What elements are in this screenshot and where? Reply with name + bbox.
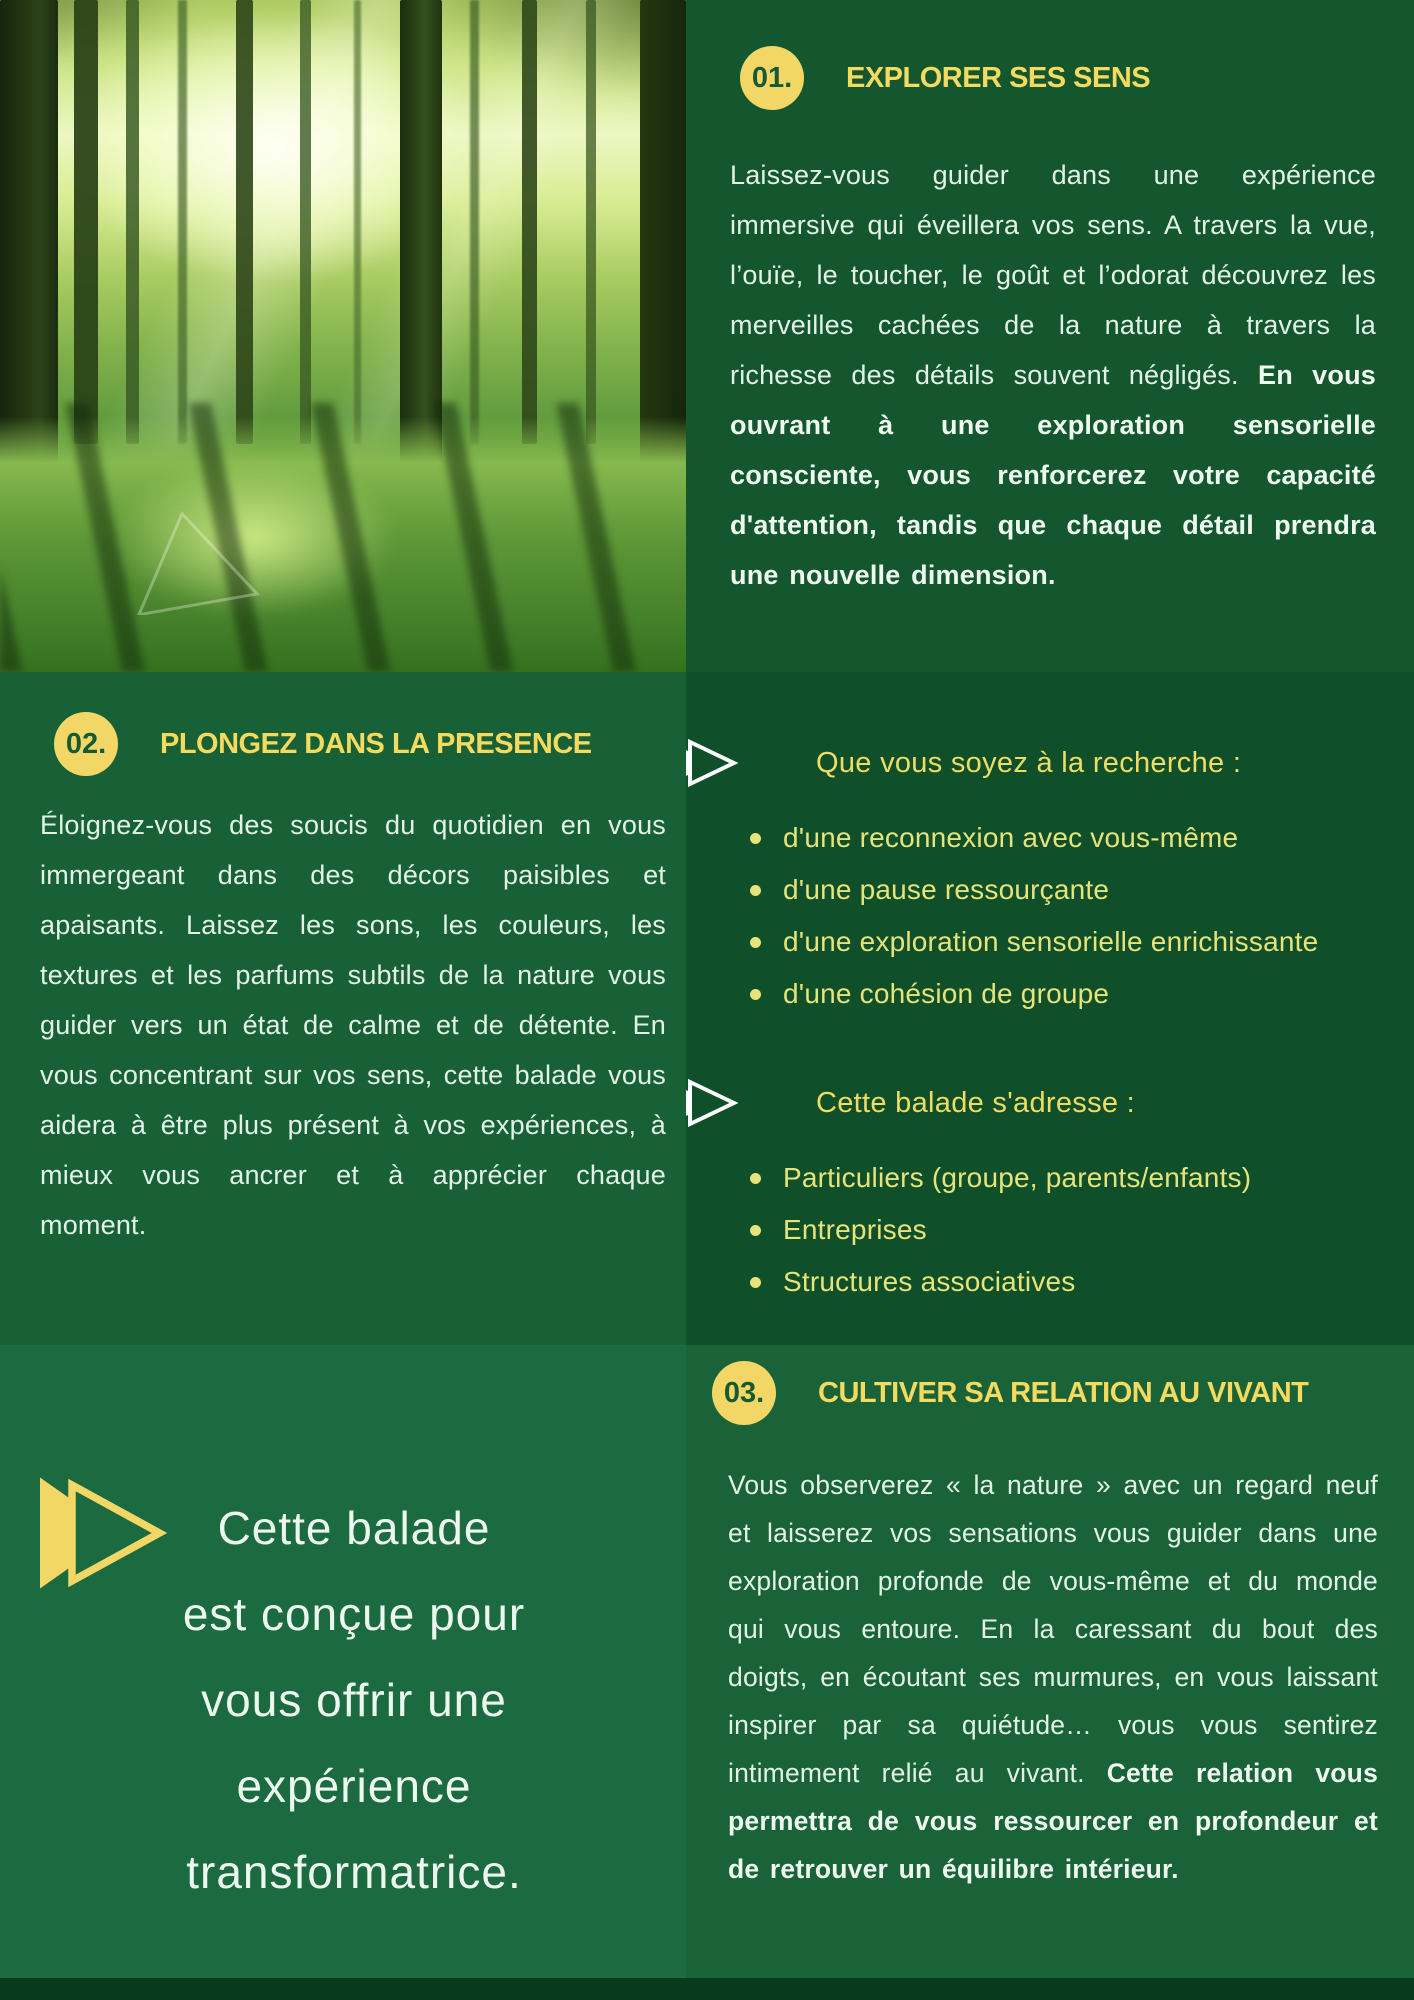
quote-panel [0,1345,686,2000]
bullet-dot-icon [750,1277,761,1288]
bottom-accent-strip [0,1978,1414,2000]
section-01-paragraph [730,150,1376,600]
audience-lists-panel [686,672,1414,1345]
section-02-panel [0,672,686,1345]
section-02-title: PLONGEZ DANS LA PRESENCE [160,727,592,760]
tree-trunk [470,0,479,444]
list-item [750,864,1394,916]
quote-line: est conçue pour [182,1588,526,1640]
bullet-dot-icon [750,989,761,1000]
section-03-paragraph [728,1461,1378,1893]
research-list-header-row [686,736,1394,790]
forward-arrows-icon [686,736,738,790]
bullet-dot-icon [750,1225,761,1236]
section-03-title: CULTIVER SA RELATION AU VIVANT [818,1376,1309,1409]
section-03-body-text: Vous observerez « la nature » avec un regard neuf et laisserez vos sensations vous guider dans une exploration profonde de vous-même et du monde qui vous entoure. En la caressant du bout des doigts, en écoutant ses murmures, en vous laissant inspirer par sa quiétude… vous vous sentirez intimement relié au vivant. [728,1470,1378,1788]
section-01-body-emphasis: En vous ouvrant à une exploration sensorielle consciente, vous renforcerez votre capacité d'attention, tandis que chaque détail prendra une nouvelle dimension. [730,360,1377,590]
list-item [750,1256,1394,1308]
tree-trunk [236,0,253,444]
quote-line: expérience [236,1760,472,1812]
audience-list-header: Cette balade s'adresse : [816,1086,1136,1119]
tree-trunk [522,0,537,444]
section-02-header [54,712,666,776]
section-01-header [740,46,1376,110]
quote-line: transformatrice. [186,1846,522,1898]
research-list [686,812,1394,1020]
section-02-number-badge: 02. [54,712,118,776]
list-item-label: Entreprises [783,1214,927,1245]
tree-trunk [586,0,596,444]
list-item-label: d'une pause ressourçante [783,874,1110,905]
list-item [750,1204,1394,1256]
tree-trunk [354,0,361,444]
list-item [750,916,1394,968]
tree-trunk [126,0,139,444]
forward-arrows-icon [40,1477,168,1589]
section-01-body-text: Laissez-vous guider dans une expérience immersive qui éveillera vos sens. A travers la vue, l’ouïe, le toucher, le goût et l’odorat découvrez les merveilles cachées de la nature à travers la richesse des détails souvent négligés. [730,160,1376,390]
section-01-number-badge: 01. [740,46,804,110]
bullet-dot-icon [750,885,761,896]
tree-trunk [178,0,187,444]
research-list-group [686,736,1394,1020]
section-01-panel [686,0,1414,672]
bullet-dot-icon [750,1173,761,1184]
tree-trunk [300,0,311,444]
list-item [750,1152,1394,1204]
list-item-label: d'une reconnexion avec vous-même [783,822,1239,853]
section-02-paragraph: Éloignez-vous des soucis du quotidien en vous immergeant dans des décors paisibles et apaisants. Laissez les sons, les couleurs, les textures et les parfums subtils de la nature vous guider vers un état de calme et de détente. En vous concentrant sur vos sens, cette balade vous aidera à être plus présent à vos expériences, à mieux vous ancrer et à apprécier chaque moment. [40,810,666,1240]
section-03-body-emphasis: Cette relation vous permettra de vous ressourcer en profondeur et de retrouver un équilibre intérieur. [728,1758,1379,1884]
list-item-label: Structures associatives [783,1266,1076,1297]
section-03-panel [686,1345,1414,2000]
quote-line: vous offrir une [201,1674,507,1726]
section-01-title: EXPLORER SES SENS [846,61,1151,94]
audience-list [686,1152,1394,1308]
list-item-label: Particuliers (groupe, parents/enfants) [783,1162,1252,1193]
tree-trunk [74,0,98,444]
section-03-header [712,1361,1378,1425]
list-item-label: d'une exploration sensorielle enrichissante [783,926,1319,957]
list-item-label: d'une cohésion de groupe [783,978,1110,1009]
quote-line: Cette balade [217,1502,491,1554]
research-list-header: Que vous soyez à la recherche : [816,746,1242,779]
list-item [750,812,1394,864]
audience-list-group [686,1076,1394,1308]
forward-arrows-icon [686,1076,738,1130]
trunk-shadows [0,403,686,672]
audience-list-header-row [686,1076,1394,1130]
forest-photo [0,0,686,672]
list-item [750,968,1394,1020]
bullet-dot-icon [750,833,761,844]
bullet-dot-icon [750,937,761,948]
section-03-number-badge: 03. [712,1361,776,1425]
triangle-watermark-icon [120,505,260,615]
